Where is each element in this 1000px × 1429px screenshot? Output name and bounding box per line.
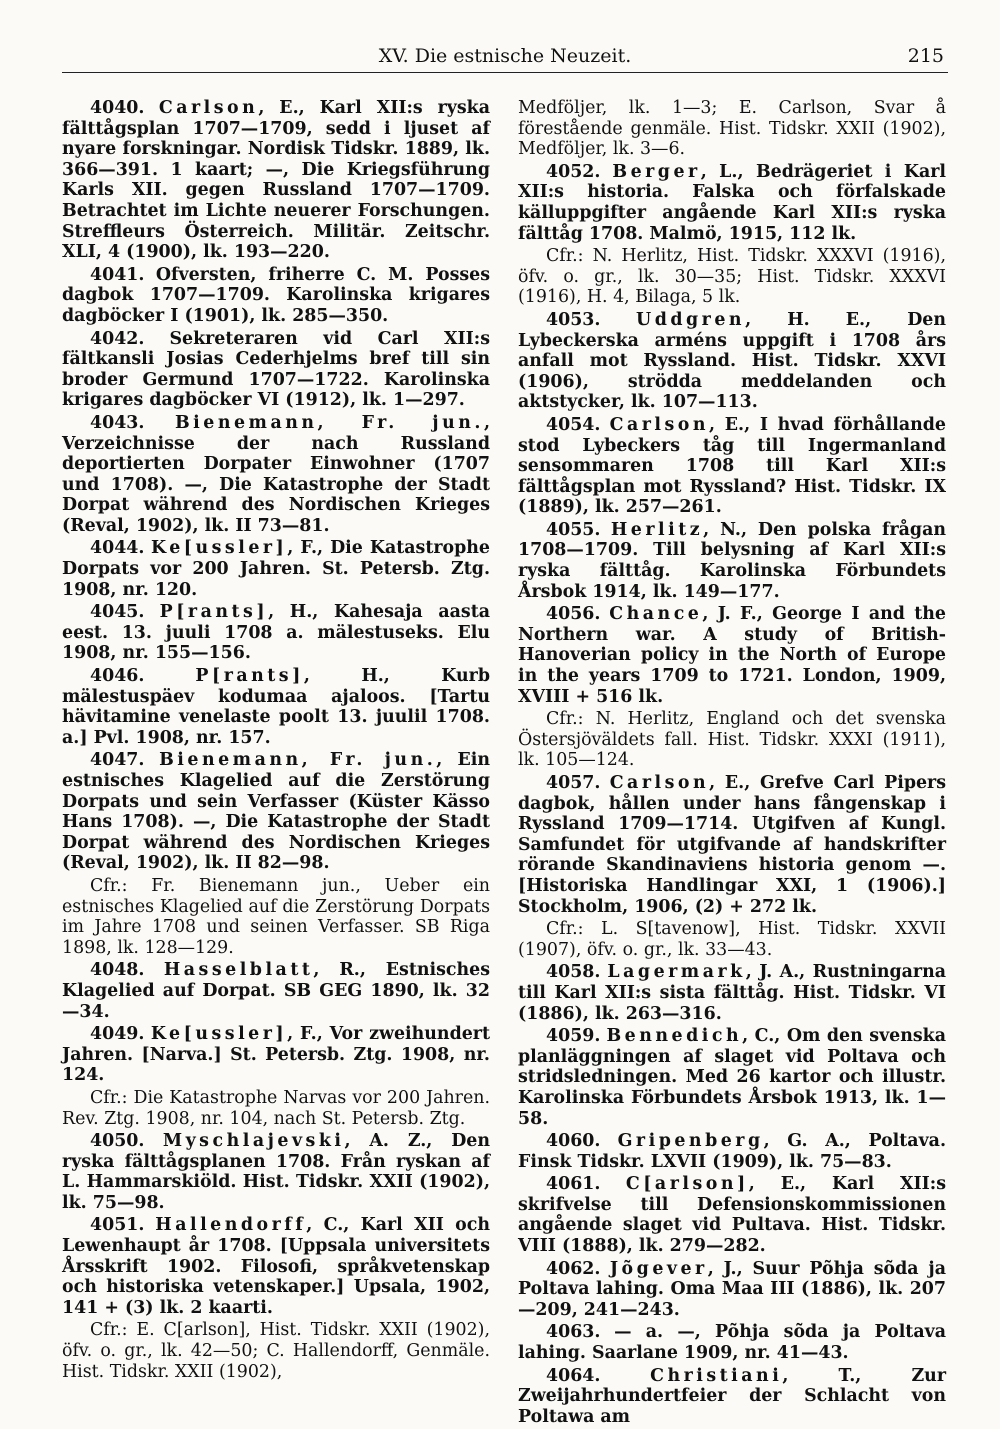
entry-author: Hallendorff: [155, 1215, 307, 1236]
bibliography-entry: [518, 1131, 946, 1172]
entry-number: 4044.: [90, 538, 145, 559]
entry-author: C[arlson]: [625, 1174, 749, 1195]
note-text: Cfr.: L. S[tavenow], Hist. Tidskr. XXVII (1907), öfv. o. gr., lk. 33—43.: [518, 919, 946, 960]
bibliography-entry: [518, 415, 946, 518]
entry-number: 4040.: [90, 98, 145, 118]
entry-author: Berger: [612, 161, 701, 182]
entry-text: , N., Den polska frågan 1708—1709. Till belysning af Karl XII:s ryska fälttåg. Karolinska Förbundets Årsbok 1914, lk. 149—177.: [518, 519, 946, 602]
entry-number: 4059.: [546, 1026, 601, 1047]
entry-number: 4042.: [90, 328, 145, 349]
left-column: [62, 98, 490, 1384]
entry-number: 4060.: [546, 1131, 601, 1152]
entry-number: 4053.: [546, 309, 601, 330]
bibliography-entry: [518, 1174, 946, 1256]
entry-text: , R., Estnisches Klagelied auf Dorpat. SB GEG 1890, lk. 32—34.: [62, 960, 491, 1022]
entry-author: Carlson: [609, 414, 710, 435]
bibliography-entry: [62, 750, 490, 874]
entry-text: , F., Vor zweihundert Jahren. [Narva.] St. Petersb. Ztg. 1908, nr. 124.: [62, 1024, 490, 1086]
entry-text: — a. —, Põhja sõda ja Poltava lahing. Saarlane 1909, nr. 41—43.: [518, 1322, 946, 1364]
continued-text: Medföljer, lk. 1—3; E. Carlson, Svar å förestående genmäle. Hist. Tidskr. XXII (1902), Medföljer, lk. 3—6.: [518, 98, 946, 160]
entry-text: , J. A., Rustningarna till Karl XII:s sista fälttåg. Hist. Tidskr. VI (1886), lk. 263—316.: [518, 962, 946, 1024]
entry-author: Jõgever: [609, 1258, 708, 1279]
entry-author: Herlitz: [610, 519, 704, 540]
entry-text: , L., Bedrägeriet i Karl XII:s historia. Falska och förfalskade källuppgifter angående Karl XII:s ryska fälttåg 1708. Malmö, 1915, 112 lk.: [518, 161, 946, 244]
chapter-title: XV. Die estnische Neuzeit.: [378, 45, 632, 67]
entry-number: 4054.: [546, 414, 601, 435]
entry-number: 4048.: [90, 960, 145, 981]
note-text: Cfr.: Die Katastrophe Narvas vor 200 Jahren. Rev. Ztg. 1908, nr. 104, nach St. Petersb. Ztg.: [62, 1087, 490, 1129]
entry-author: Uddgren: [636, 309, 746, 330]
entry-author: Bienemann, Fr. jun.: [159, 750, 437, 771]
entry-text: , J. F., George I and the Northern war. A study of British-Hanoverian policy in the North of Europe in the years 1709 to 1721. London, 1909, XVIII + 516 lk.: [518, 604, 946, 707]
note-text: Cfr.: N. Herlitz, Hist. Tidskr. XXXVI (1916), öfv. o. gr., lk. 30—35; Hist. Tidskr. XXXVI (1916), H. 4, Bilaga, 5 lk.: [518, 246, 946, 308]
bibliography-entry: [518, 773, 946, 917]
entry-author: Ke[ussler]: [150, 1024, 288, 1045]
entry-number: 4046.: [90, 666, 145, 687]
entry-text: , A. Z., Den ryska fälttågsplanen 1708. Från ryskan af L. Hammarskiöld. Hist. Tidskr. XXII (1902), lk. 75—98.: [62, 1131, 491, 1213]
entry-number: 4062.: [546, 1258, 601, 1279]
cross-reference-note: [518, 246, 946, 308]
right-column: [518, 98, 946, 1429]
entry-text: , Verzeichnisse der nach Russland deportierten Dorpater Einwohner (1707 und 1708). —, Die Katastrophe der Stadt Dorpat während des Nordischen Krieges (Reval, 1902), lk. II 73—81.: [62, 412, 490, 536]
cross-reference-note: [62, 1088, 490, 1129]
bibliography-entry: [518, 1259, 946, 1321]
entry-text: , C., Om den svenska planläggningen af slaget vid Poltava och stridsledningen. Med 26 kartor och illustr. Karolinska Förbundets Årsbok 1913, lk. 1—58.: [518, 1026, 946, 1129]
bibliography-entry: [62, 265, 490, 327]
bibliography-entry: [62, 538, 490, 600]
note-text: Cfr.: N. Herlitz, England och det svenska Östersjöväldets fall. Hist. Tidskr. XXXI (1911), lk. 105—124.: [518, 709, 946, 771]
entry-number: 4052.: [546, 161, 601, 182]
entry-number: 4057.: [546, 773, 601, 793]
bibliography-entry: [518, 1366, 946, 1428]
bibliography-entry: [518, 520, 946, 602]
bibliography-entry: [62, 329, 490, 411]
entry-author: Chance: [609, 604, 703, 625]
entry-number: 4041.: [90, 264, 145, 285]
cross-reference-note: [518, 709, 946, 771]
entry-author: Carlson: [158, 98, 259, 118]
entry-author: P[rants]: [159, 602, 269, 623]
entry-text: , H., Kurb mälestuspäev kodumaa ajaloos. [Tartu hävitamine venelaste poolt 13. juulil 1708. a.] Pvl. 1908, nr. 157.: [62, 666, 491, 748]
bibliography-entry: [518, 162, 946, 244]
bibliography-entry: [518, 962, 946, 1024]
entry-text: , J., Suur Põhja sõda ja Poltava lahing. Oma Maa III (1886), lk. 207—209, 241—243.: [518, 1258, 946, 1320]
bibliography-entry: [62, 1131, 490, 1213]
entry-number: 4063.: [546, 1322, 601, 1343]
running-header: [62, 40, 948, 73]
entry-author: Hasselblatt: [163, 960, 314, 981]
entry-author: Carlson: [609, 773, 710, 793]
entry-text: , H., Kahesaja aasta eest. 13. juuli 1708 a. mälestuseks. Elu 1908, nr. 155—156.: [62, 602, 490, 664]
bibliography-entry: [62, 413, 490, 537]
entry-author: Bennedich: [606, 1026, 743, 1047]
bibliography-entry: [62, 666, 490, 748]
entry-number: 4058.: [546, 962, 601, 983]
entry-text: , E., Karl XII:s skrifvelse till Defensionskommissionen angående slaget vid Pultava. Hist. Tidskr. VIII (1888), lk. 279—282.: [518, 1174, 946, 1257]
page-number: 215: [907, 45, 944, 67]
entry-text: Ofversten, friherre C. M. Posses dagbok 1707—1709. Karolinska krigares dagböcker I (1901), lk. 285—350.: [62, 264, 491, 326]
entry-number: 4045.: [90, 602, 145, 623]
entry-text: , E., I hvad förhållande stod Lybeckers tåg till Ingermanland sensommaren 1708 till Karl XII:s fälttågsplan mot Ryssland? Hist. Tidskr. IX (1889), lk. 257—261.: [518, 414, 946, 518]
entry-number: 4056.: [546, 604, 601, 625]
entry-text: , C., Karl XII och Lewenhaupt år 1708. [Uppsala universitets Årsskrift 1902. Filosofi, språkvetenskap och historiska vetenskaper.] Upsala, 1902, 141 + (3) lk. 2 kaarti.: [62, 1215, 490, 1318]
cross-reference-note: [518, 919, 946, 960]
entry-author: Christiani: [650, 1365, 783, 1386]
entry-number: 4049.: [90, 1024, 145, 1045]
bibliography-entry: [62, 602, 490, 664]
bibliography-entry: [62, 1215, 490, 1318]
entry-text: , E., Grefve Carl Pipers dagbok, hållen under hans fångenskap i Ryssland 1709—1714. Utgifven af Kungl. Samfundet för utgifvande af handskrifter rörande Skandinaviens historia genom —. [Historiska Handlingar XXI, 1 (1906).] Stockholm, 1906, (2) + 272 lk.: [518, 773, 947, 917]
entry-text: , F., Die Katastrophe Dorpats vor 200 Jahren. St. Petersb. Ztg. 1908, nr. 120.: [62, 538, 490, 600]
note-text: Cfr.: Fr. Bienemann jun., Ueber ein estnisches Klagelied auf die Zerstörung Dorpats im Jahre 1708 und seinen Verfasser. SB Riga 1898, lk. 128—129.: [62, 875, 490, 958]
entry-number: 4050.: [90, 1131, 145, 1152]
entry-author: Myschlajevski: [162, 1131, 345, 1152]
entry-number: 4047.: [90, 750, 145, 771]
bibliography-entry: [62, 98, 490, 263]
entry-text: , Ein estnisches Klagelied auf die Zerstörung Dorpats und sein Verfasser (Küster Kässo Hans 1708). —, Die Katastrophe der Stadt Dorpat während des Nordischen Krieges (Reval, 1902), lk. II 82—98.: [62, 750, 490, 874]
cross-reference-note: [62, 1320, 490, 1382]
entry-text: , G. A., Poltava. Finsk Tidskr. LXVII (1909), lk. 75—83.: [518, 1131, 946, 1172]
cross-reference-note: [62, 876, 490, 958]
entry-number: 4051.: [90, 1215, 145, 1236]
entry-number: 4043.: [90, 412, 145, 433]
entry-author: Bienemann, Fr. jun.: [174, 412, 484, 433]
entry-text: , E., Karl XII:s ryska fälttågsplan 1707—1709, sedd i ljuset af nyare forskningar. Nordisk Tidskr. 1889, lk. 366—391. 1 kaart; —, Die Kriegsführung Karls XII. gegen Russland 1707—1709. Betrachtet im Lichte neuerer Forschungen. Streffleurs Österreich. Militär. Zeitschr. XLI, 4 (1900), lk. 193—220.: [62, 98, 490, 263]
bibliography-entry: [62, 960, 490, 1022]
bibliography-entry: [62, 1024, 490, 1086]
entry-author: Gripenberg: [617, 1131, 764, 1152]
bibliography-entry: [518, 310, 946, 413]
entry-text: , T., Zur Zweijahrhundertfeier der Schlacht von Poltawa am: [518, 1365, 946, 1427]
entry-author: Lagermark: [607, 962, 746, 983]
bibliography-entry: [518, 604, 946, 707]
note-text: Cfr.: E. C[arlson], Hist. Tidskr. XXII (1902), öfv. o. gr., lk. 42—50; C. Hallendorff, Genmäle. Hist. Tidskr. XXII (1902),: [62, 1320, 490, 1382]
entry-author: Ke[ussler]: [150, 538, 288, 559]
entry-number: 4061.: [546, 1174, 601, 1195]
entry-author: P[rants]: [195, 666, 304, 687]
entry-number: 4064.: [546, 1365, 601, 1386]
entry-text: , H. E., Den Lybeckerska arméns uppgift i 1708 års anfall mot Ryssland. Hist. Tidskr. XXVI (1906), strödda meddelanden och aktstycker, lk. 107—113.: [518, 309, 947, 413]
bibliography-entry: [518, 1322, 946, 1363]
bibliography-entry: [518, 1026, 946, 1129]
entry-number: 4055.: [546, 519, 601, 540]
entry-text: Sekreteraren vid Carl XII:s fältkansli Josias Cederhjelms bref till sin broder Germund 1707—1722. Karolinska krigares dagböcker VI (1912), lk. 1—297.: [62, 328, 490, 411]
